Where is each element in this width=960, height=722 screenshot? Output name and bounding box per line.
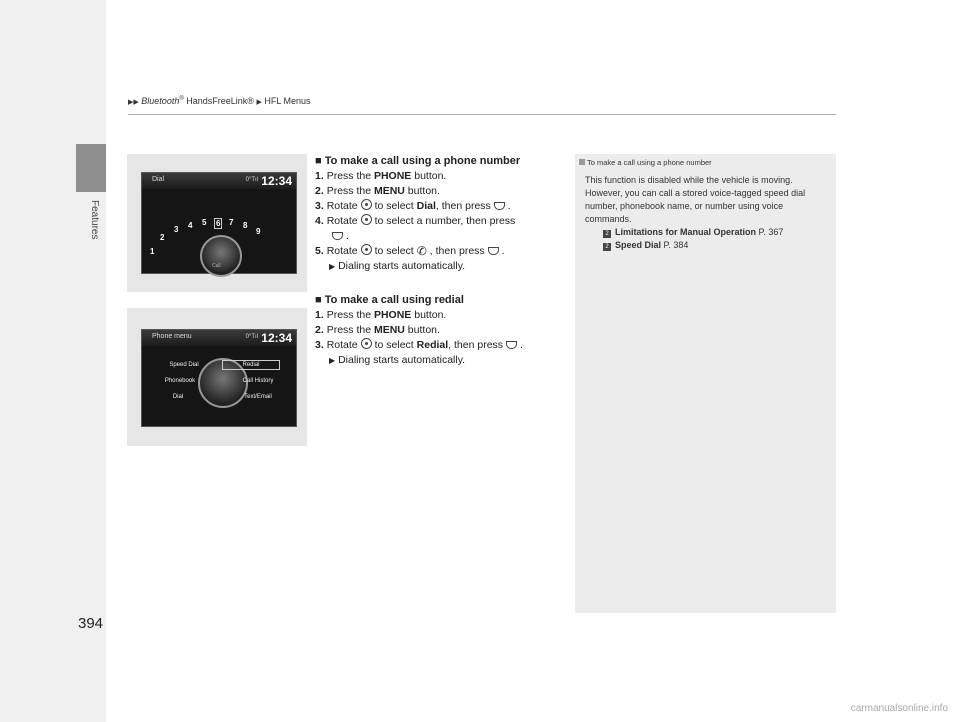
screen-title: Phone menu — [152, 333, 192, 340]
section-heading-number: ■ To make a call using a phone number — [315, 155, 521, 167]
screen-status-bar — [142, 173, 296, 189]
breadcrumb-reg: ® — [179, 96, 184, 102]
note-marker-icon — [579, 159, 585, 165]
step-bold: PHONE — [373, 309, 412, 321]
note-title-text: To make a call using a phone number — [587, 158, 712, 167]
step-text: button. — [411, 170, 447, 182]
menu-text-email: Text/Email — [244, 394, 272, 400]
step-text: button. — [404, 185, 440, 197]
step-text: , then press — [448, 339, 504, 351]
arrow-icon: ▶▶ — [128, 99, 139, 106]
side-note — [575, 154, 836, 613]
digit-2: 2 — [160, 233, 165, 242]
digit-9: 9 — [256, 227, 261, 236]
signal-indicator: 0°Tıl — [245, 177, 258, 183]
breadcrumb-hfl: HandsFreeLink® — [186, 96, 254, 106]
step-text: Rotate — [326, 200, 358, 212]
ref-title[interactable]: Speed Dial — [615, 240, 662, 250]
rotate-icon — [361, 214, 372, 225]
screen-clock: 12:34 — [261, 331, 292, 345]
header-rule — [128, 114, 836, 115]
arrow-icon: ▶ — [329, 356, 336, 365]
screen-title: Dial — [152, 176, 165, 183]
step-text: Press the — [326, 309, 374, 321]
step-row — [315, 323, 565, 338]
step-num: 1. — [315, 309, 324, 321]
note-ref — [585, 239, 831, 252]
step-row — [315, 308, 565, 323]
press-icon — [494, 202, 505, 210]
digit-4: 4 — [188, 221, 193, 230]
menu-phonebook: Phonebook — [164, 378, 196, 384]
breadcrumb — [128, 96, 311, 106]
phone-menu-screen — [141, 329, 297, 427]
menu-dial: Dial — [172, 394, 184, 400]
step-row-cont: . — [315, 229, 565, 244]
step-text: Rotate — [326, 215, 358, 227]
step-row: 3. Rotate to select Redial, then press . — [315, 339, 523, 351]
note-body — [585, 174, 831, 252]
step-text: Rotate — [326, 245, 358, 257]
dial-screen — [141, 172, 297, 274]
press-icon — [488, 247, 499, 255]
step-num: 5. — [315, 245, 324, 257]
step-text: to select — [374, 245, 414, 257]
step-row: 5. Rotate to select ✆ , then press . — [315, 244, 505, 258]
digit-3: 3 — [174, 225, 179, 234]
step-num: 2. — [315, 324, 324, 336]
note-body-text: This function is disabled while the vehicle is moving. However, you can call a stored voice-tagged speed dial number, phonebook name, or number using voice commands. — [585, 175, 806, 224]
step-row — [315, 184, 565, 199]
step-bold: MENU — [373, 324, 405, 336]
step-row: 3. Rotate to select Dial, then press . — [315, 200, 511, 212]
digit-5: 5 — [202, 218, 207, 227]
step-row — [315, 214, 565, 229]
step-num: 1. — [315, 170, 324, 182]
watermark: carmanualsonline.info — [850, 703, 948, 714]
rotate-icon — [361, 338, 372, 349]
instructions — [315, 154, 565, 368]
step-text: , then press — [435, 200, 491, 212]
digit-8: 8 — [243, 221, 248, 230]
signal-indicator: 0°Tıl — [245, 334, 258, 340]
sidebar-tab — [76, 144, 106, 192]
page-number: 394 — [78, 615, 104, 632]
step-text: to select — [374, 200, 417, 212]
ref-page: P. 384 — [661, 240, 689, 250]
step-text: Press the — [326, 170, 374, 182]
step-num: 3. — [315, 339, 324, 351]
result-row — [315, 353, 565, 368]
step-text: Press the — [326, 185, 374, 197]
step-text: button. — [411, 309, 447, 321]
menu-speed-dial: Speed Dial — [169, 362, 199, 368]
step-text: Rotate — [326, 339, 358, 351]
step-bold: PHONE — [373, 170, 412, 182]
breadcrumb-bluetooth: Bluetooth — [141, 96, 180, 106]
note-title — [579, 158, 712, 167]
press-icon — [506, 341, 517, 349]
section-heading-redial: ■ To make a call using redial — [315, 294, 464, 306]
step-row — [315, 169, 565, 184]
arrow-icon: ▶ — [329, 262, 336, 271]
step-num: 2. — [315, 185, 324, 197]
step-num: 3. — [315, 200, 324, 212]
arrow-icon: ▶ — [256, 99, 262, 106]
step-bold: Redial — [416, 339, 449, 351]
digit-7: 7 — [229, 218, 234, 227]
screen-status-bar — [142, 330, 296, 346]
reference-icon: 2 — [603, 230, 611, 238]
step-text: button. — [404, 324, 440, 336]
screen-clock: 12:34 — [261, 174, 292, 188]
press-icon — [332, 232, 343, 240]
sidebar-label: Features — [89, 200, 100, 240]
menu-redial: Redial — [222, 360, 280, 370]
step-text: to select — [374, 339, 417, 351]
breadcrumb-menus: HFL Menus — [264, 96, 311, 106]
phone-icon: ✆ — [416, 244, 427, 258]
reference-icon: 2 — [603, 243, 611, 251]
step-bold: Dial — [416, 200, 436, 212]
result-text: Dialing starts automatically. — [338, 260, 466, 272]
note-ref — [585, 226, 831, 239]
step-text: , then press — [429, 245, 485, 257]
digit-1: 1 — [150, 247, 155, 256]
step-num: 4. — [315, 215, 324, 227]
digit-6: 6 — [216, 219, 221, 228]
result-text: Dialing starts automatically. — [338, 354, 466, 366]
step-text: Press the — [326, 324, 374, 336]
step-bold: MENU — [373, 185, 405, 197]
rotate-icon — [361, 244, 372, 255]
rotate-icon — [361, 199, 372, 210]
call-label: Call — [212, 263, 221, 269]
sidebar — [0, 0, 106, 722]
step-text: to select a number, then press — [374, 215, 516, 227]
result-row — [315, 259, 565, 274]
ref-title[interactable]: Limitations for Manual Operation — [615, 227, 757, 237]
menu-call-history: Call History — [242, 378, 274, 384]
ref-page: P. 367 — [756, 227, 784, 237]
dial-knob — [200, 235, 242, 277]
